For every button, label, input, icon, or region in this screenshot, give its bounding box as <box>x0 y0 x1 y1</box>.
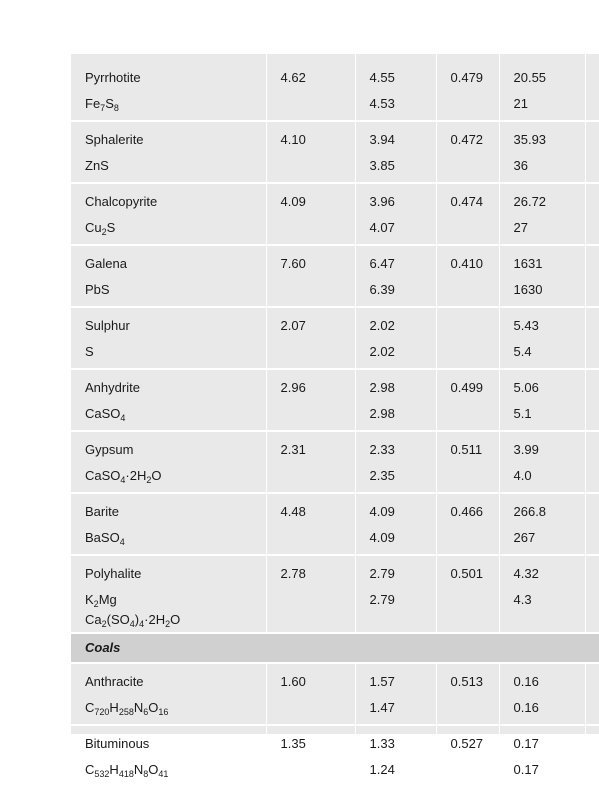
table-row <box>71 431 599 493</box>
cell-value: 3.94 <box>369 132 395 147</box>
cell-value: 1.35 <box>280 736 306 751</box>
cell-value: 2.98 <box>369 406 395 421</box>
chemical-formula: $Fe_7S_8$ <box>85 96 119 113</box>
mineral-name: Anhydrite <box>85 380 140 395</box>
cell-value: 0.511 <box>450 442 483 457</box>
cell-value: 1.33 <box>369 736 395 751</box>
cell-value: 1631 <box>513 256 543 271</box>
chemical-formula: S <box>85 344 94 359</box>
cell-value: 267 <box>513 530 536 545</box>
cell-value: 0.499 <box>450 380 484 395</box>
cell-value: 4.10 <box>280 132 306 147</box>
cell-value: 4.09 <box>369 504 395 519</box>
cell-value: 266.8 <box>513 504 547 519</box>
table-row <box>71 54 599 121</box>
cell-value: 2.35 <box>369 468 395 483</box>
cell-value: 1.47 <box>369 700 395 715</box>
cell-value: 5.43 <box>513 318 539 333</box>
cell-value: 27 <box>513 220 528 235</box>
cell-value: 4.09 <box>280 194 306 209</box>
chemical-formula: $C_{532}H_{418}N_8O_{41}$ <box>85 762 169 779</box>
table-row <box>71 369 599 431</box>
chemical-formula: $CaSO_4\cdot 2H_2O$ <box>85 468 162 485</box>
chemical-formula: BaSO$_4$ <box>85 530 125 547</box>
cell-value: 7.60 <box>280 256 306 271</box>
chemical-formula: $K_2Mg$ $Ca_2(SO_4)_4\cdot 2H_2O$ <box>85 592 181 629</box>
cell-value: 0.466 <box>450 504 484 519</box>
cell-value: 5.4 <box>513 344 532 359</box>
mineral-name: Pyrrhotite <box>85 70 141 85</box>
mineral-name: Sphalerite <box>85 132 144 147</box>
cell-value: 4.55 <box>369 70 395 85</box>
cell-value: 36 <box>513 158 528 173</box>
cell-value: 5.1 <box>513 406 532 421</box>
cell-value: 0.16 <box>513 700 539 715</box>
mineral-name: Chalcopyrite <box>85 194 158 209</box>
cell-value: 4.0 <box>513 468 532 483</box>
cell-value: 0.513 <box>450 674 484 689</box>
cell-value: 6.47 <box>369 256 395 271</box>
mineral-name: Galena <box>85 256 127 271</box>
cell-value: 1.60 <box>280 674 306 689</box>
table-row <box>71 725 599 786</box>
cell-value: 26.72 <box>513 194 547 209</box>
cell-value: 0.474 <box>450 194 484 209</box>
cell-value: 4.32 <box>513 566 539 581</box>
cell-value: 2.07 <box>280 318 306 333</box>
cell-value: 0.17 <box>513 736 539 751</box>
table-row <box>71 663 599 725</box>
cell-value: 2.96 <box>280 380 306 395</box>
cell-value: 3.96 <box>369 194 395 209</box>
cell-value: 4.3 <box>513 592 532 607</box>
cell-value <box>451 313 499 339</box>
cell-value: 5.06 <box>513 380 539 395</box>
cell-value: 2.79 <box>369 592 395 607</box>
cell-value: 2.33 <box>369 442 395 457</box>
cell-value: 2.02 <box>369 318 395 333</box>
cell-value: 0.527 <box>450 736 484 751</box>
chemical-formula: $Cu_2S$ <box>85 220 116 237</box>
cell-value: 2.98 <box>369 380 395 395</box>
mineral-name: Gypsum <box>85 442 134 457</box>
cell-value: 0.17 <box>513 762 539 777</box>
cell-value: 0.479 <box>450 70 484 85</box>
cell-value: 4.62 <box>280 70 306 85</box>
cell-value: 20.55 <box>513 70 547 85</box>
mineral-properties-table <box>71 54 599 786</box>
cell-value: 0.501 <box>450 566 484 581</box>
cell-value: 2.31 <box>280 442 306 457</box>
cell-value: 21 <box>513 96 528 111</box>
mineral-name: Polyhalite <box>85 566 142 581</box>
cell-value: 0.472 <box>450 132 484 147</box>
chemical-formula: ZnS <box>85 158 109 173</box>
mineral-name: Sulphur <box>85 318 130 333</box>
chemical-formula: PbS <box>85 282 110 297</box>
cell-value: 6.39 <box>369 282 395 297</box>
mineral-name: Anthracite <box>85 674 144 689</box>
cell-value: 4.48 <box>280 504 306 519</box>
mineral-name: Bituminous <box>85 736 150 751</box>
mineral-name: Barite <box>85 504 119 519</box>
table-row <box>71 183 599 245</box>
cell-value: 3.85 <box>369 158 395 173</box>
chemical-formula: CaSO$_4$ <box>85 406 126 423</box>
section-title: Coals <box>71 633 599 663</box>
table-row <box>71 555 599 633</box>
cell-value: 3.99 <box>513 442 539 457</box>
cell-value: 1.24 <box>369 762 395 777</box>
cell-value: 2.79 <box>369 566 395 581</box>
cell-value: 4.53 <box>369 96 395 111</box>
chemical-formula: $C_{720}H_{258}N_6O_{16}$ <box>85 700 169 717</box>
cell-value: 1630 <box>513 282 543 297</box>
cell-value: 2.02 <box>369 344 395 359</box>
cell-value: 0.410 <box>450 256 484 271</box>
table-row <box>71 493 599 555</box>
cell-value: 4.07 <box>369 220 395 235</box>
cell-value: 35.93 <box>513 132 547 147</box>
section-header-row <box>71 633 599 663</box>
table-row <box>71 307 599 369</box>
cell-value: 1.57 <box>369 674 395 689</box>
table-row <box>71 121 599 183</box>
data-table-panel <box>71 54 599 779</box>
cell-value: 4.09 <box>369 530 395 545</box>
cell-value: 0.16 <box>513 674 539 689</box>
table-row <box>71 245 599 307</box>
cell-value: 2.78 <box>280 566 306 581</box>
